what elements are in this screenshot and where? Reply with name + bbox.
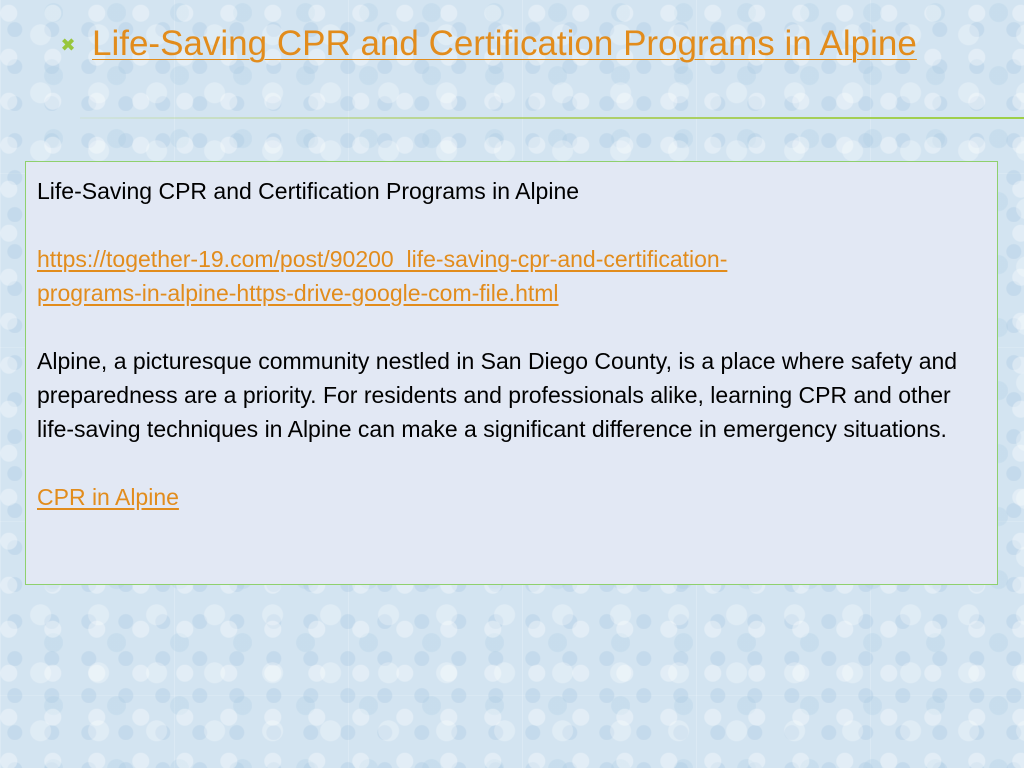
content-heading: Life-Saving CPR and Certification Programs in Alpine <box>37 178 580 204</box>
x-bullet-icon: ✖ <box>60 35 76 55</box>
content-box <box>25 161 998 585</box>
source-url-line-2: programs-in-alpine-https-drive-google-com-file.html <box>37 280 559 306</box>
title-divider <box>80 117 1024 119</box>
url-paragraph <box>37 242 986 310</box>
title-row <box>60 24 917 64</box>
source-url-link[interactable] <box>37 246 727 306</box>
source-url-line-1: https://together-19.com/post/90200_life-saving-cpr-and-certification- <box>37 246 728 272</box>
description-paragraph: Alpine, a picturesque community nestled in San Diego County, is a place where safety and preparedness are a priority. For residents and professionals alike, learning CPR and other life-saving techniques in Alpine can make a significant difference in emergency situations. <box>37 348 958 442</box>
link-paragraph <box>37 480 986 514</box>
title-link[interactable]: Life-Saving CPR and Certification Programs in Alpine <box>92 24 917 63</box>
cpr-alpine-link[interactable]: CPR in Alpine <box>37 484 179 510</box>
